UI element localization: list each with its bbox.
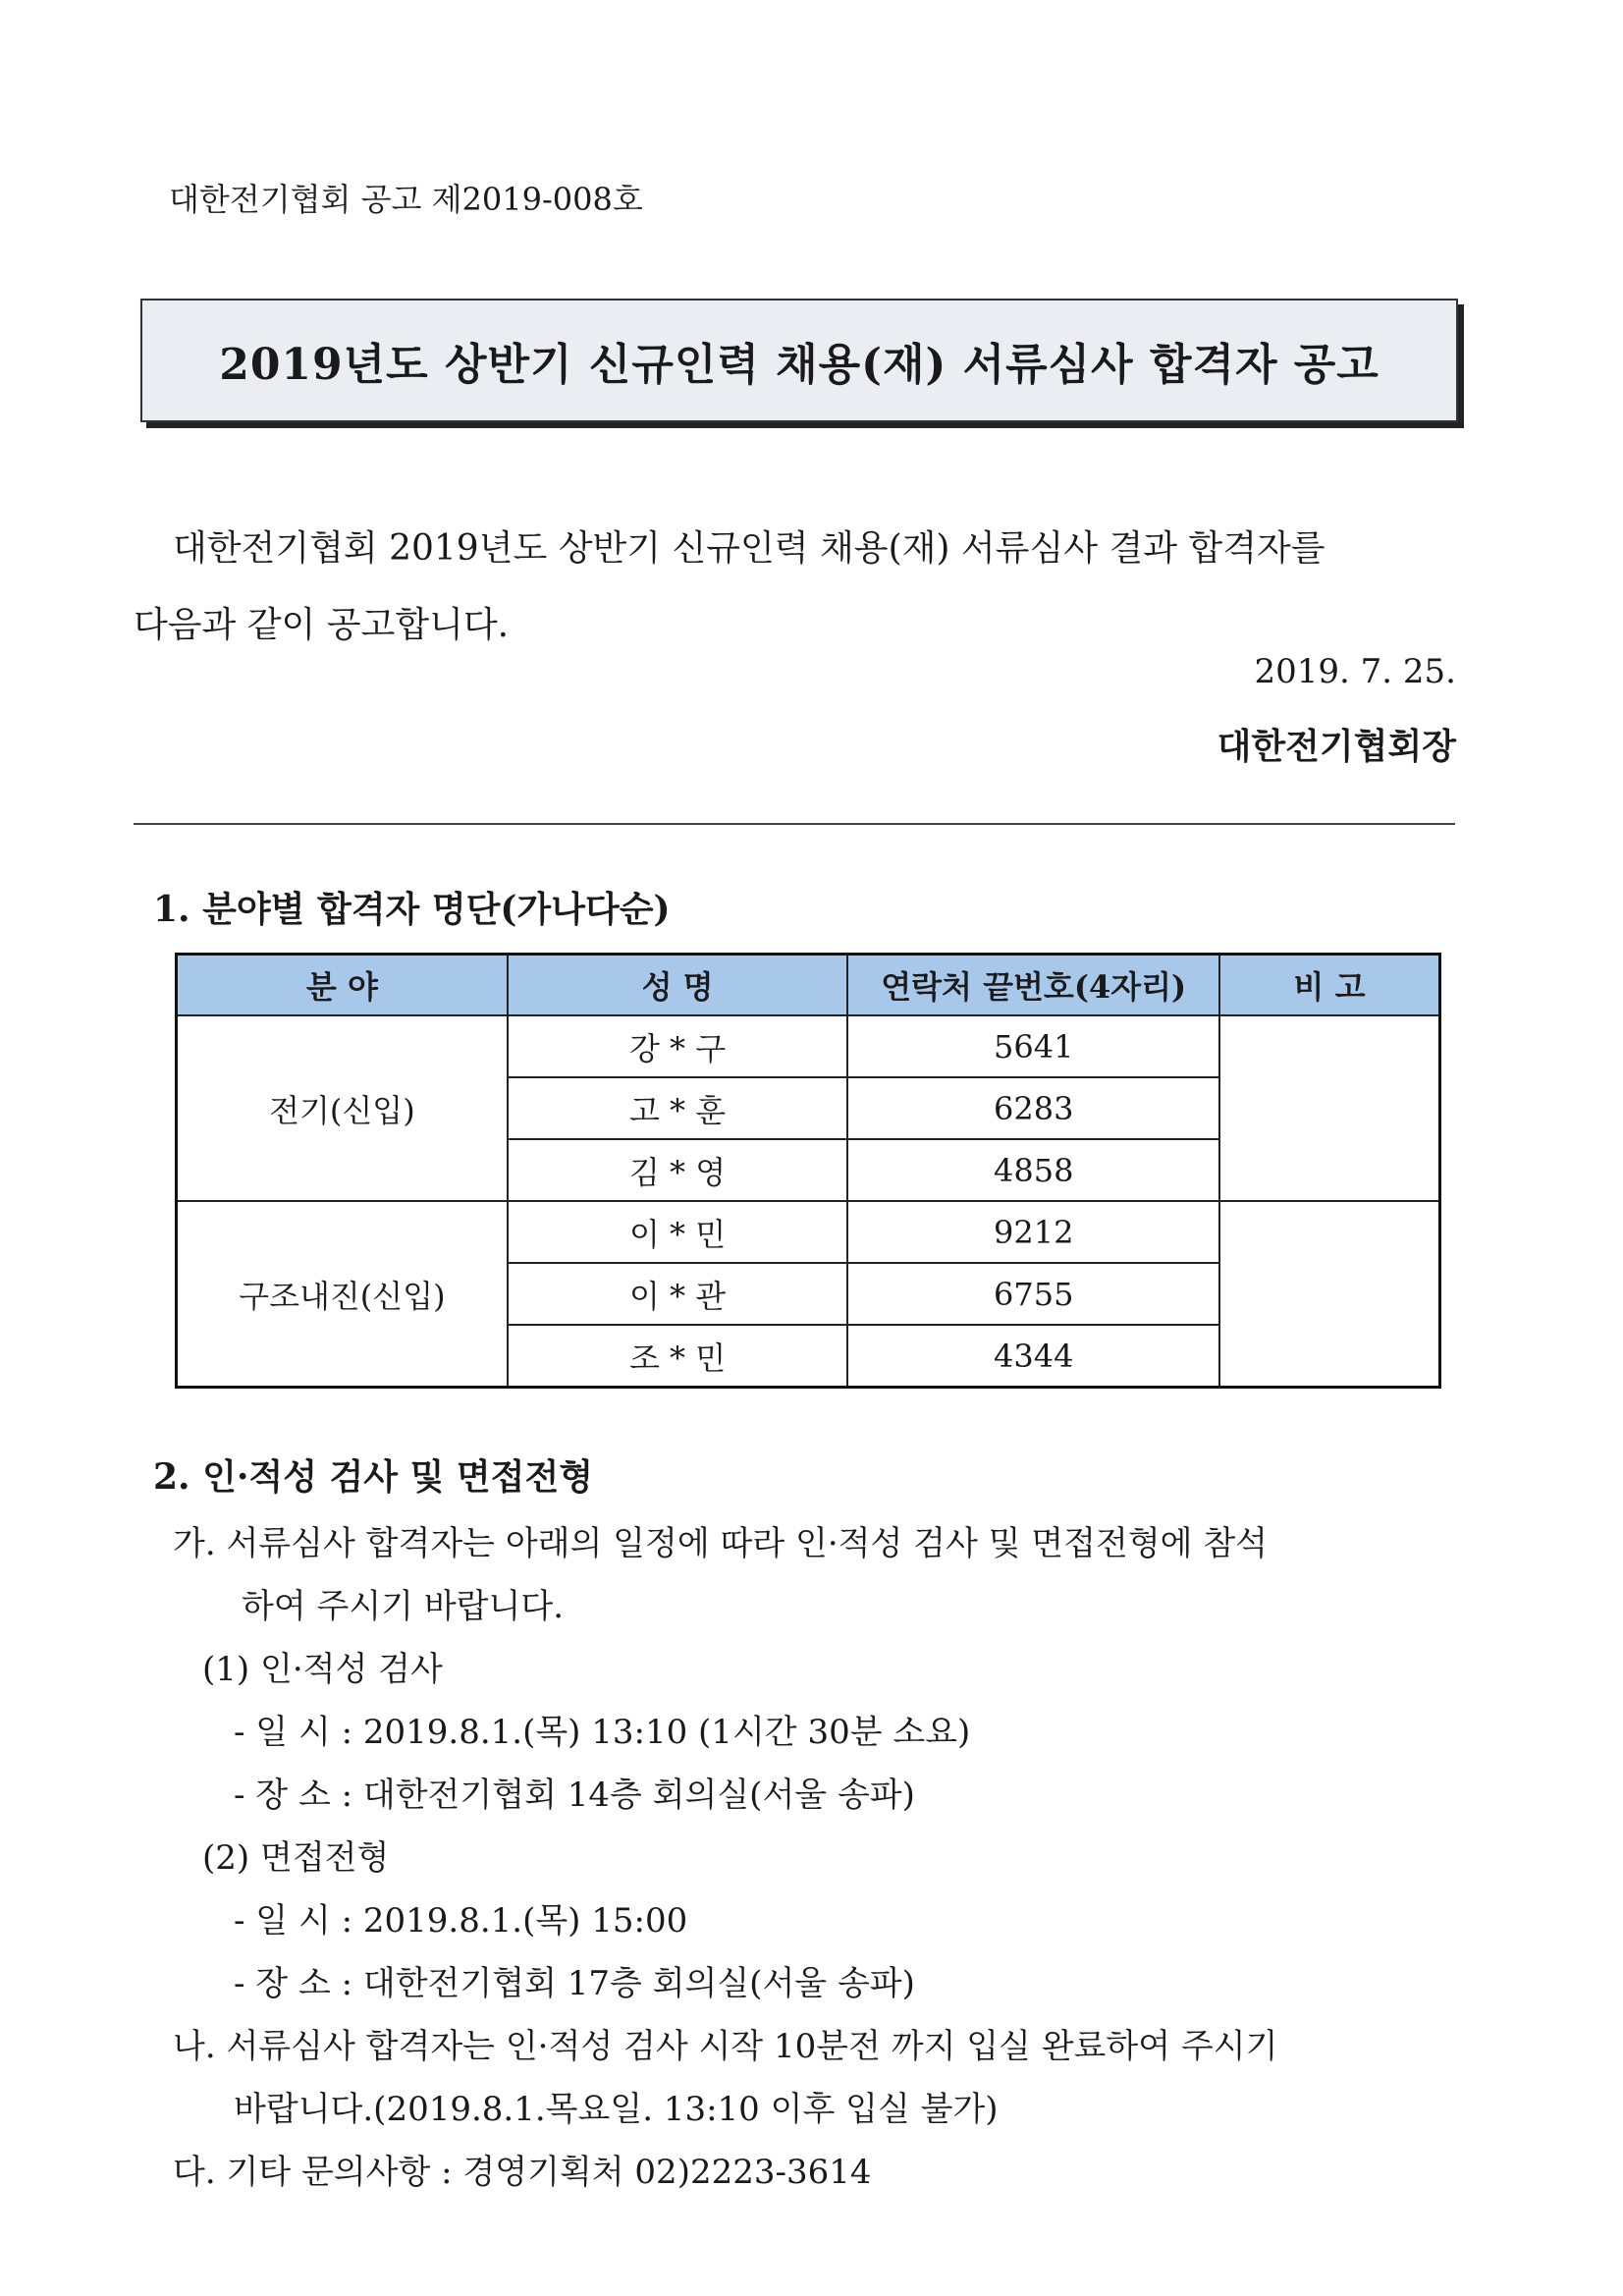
test-title: (1) 인·적성 검사 — [202, 1650, 443, 1689]
notice-number: 대한전기협회 공고 제2019-008호 — [169, 181, 643, 218]
interview-place: - 장 소 : 대한전기협회 17층 회의실(서울 송파) — [234, 1964, 915, 2003]
section1-heading: 1. 분야별 합격자 명단(가나다순) — [153, 889, 671, 930]
header-phone: 연락처 끝번호(4자리) — [847, 955, 1219, 1016]
item-ga-line-1: 가. 서류심사 합격자는 아래의 일정에 따라 인·적성 검사 및 면접전형에 참석 — [173, 1524, 1269, 1563]
name-cell: 이 * 민 — [508, 1201, 848, 1263]
intro-line-1: 대한전기협회 2019년도 상반기 신규인력 채용(재) 서류심사 결과 합격자를 — [173, 528, 1325, 569]
item-ga-line-2: 하여 주시기 바랍니다. — [242, 1587, 565, 1626]
title-box — [140, 299, 1458, 422]
table-row — [177, 1015, 1440, 1077]
table-header-row — [177, 955, 1440, 1016]
roster-table — [175, 953, 1441, 1389]
header-note: 비 고 — [1219, 955, 1439, 1016]
section2-heading: 2. 인·적성 검사 및 면접전형 — [153, 1456, 594, 1498]
header-name: 성 명 — [508, 955, 848, 1016]
name-cell: 김 * 영 — [508, 1139, 848, 1201]
item-na-line-2: 바랍니다.(2019.8.1.목요일. 13:10 이후 입실 불가) — [234, 2090, 999, 2129]
divider — [134, 823, 1455, 825]
field-cell: 구조내진(신입) — [177, 1201, 508, 1388]
name-cell: 고 * 훈 — [508, 1077, 848, 1139]
phone-cell: 4344 — [847, 1325, 1219, 1388]
item-da: 다. 기타 문의사항 : 경영기획처 02)2223-3614 — [173, 2153, 872, 2192]
intro-paragraph — [134, 511, 1459, 664]
name-cell: 강 * 구 — [508, 1015, 848, 1077]
phone-cell: 9212 — [847, 1201, 1219, 1263]
issuer: 대한전기협회장 — [1217, 726, 1456, 767]
issue-date: 2019. 7. 25. — [1254, 652, 1456, 691]
phone-cell: 5641 — [847, 1015, 1219, 1077]
test-time: - 일 시 : 2019.8.1.(목) 13:10 (1시간 30분 소요) — [234, 1713, 971, 1752]
note-cell — [1219, 1201, 1439, 1388]
section2-body — [173, 1512, 1459, 2204]
phone-cell: 6283 — [847, 1077, 1219, 1139]
intro-line-2: 다음과 같이 공고합니다. — [134, 605, 510, 645]
test-place: - 장 소 : 대한전기협회 14층 회의실(서울 송파) — [234, 1776, 915, 1815]
header-field: 분 야 — [177, 955, 508, 1016]
item-na-line-1: 나. 서류심사 합격자는 인·적성 검사 시작 10분전 까지 입실 완료하여 주시기 — [173, 2027, 1278, 2066]
phone-cell: 6755 — [847, 1263, 1219, 1325]
phone-cell: 4858 — [847, 1139, 1219, 1201]
interview-title: (2) 면접전형 — [202, 1838, 390, 1878]
document-title: 2019년도 상반기 신규인력 채용(재) 서류심사 합격자 공고 — [219, 340, 1380, 390]
field-cell: 전기(신입) — [177, 1015, 508, 1201]
name-cell: 이 * 관 — [508, 1263, 848, 1325]
note-cell — [1219, 1015, 1439, 1201]
name-cell: 조 * 민 — [508, 1325, 848, 1388]
table-row — [177, 1201, 1440, 1263]
interview-time: - 일 시 : 2019.8.1.(목) 15:00 — [234, 1901, 688, 1941]
